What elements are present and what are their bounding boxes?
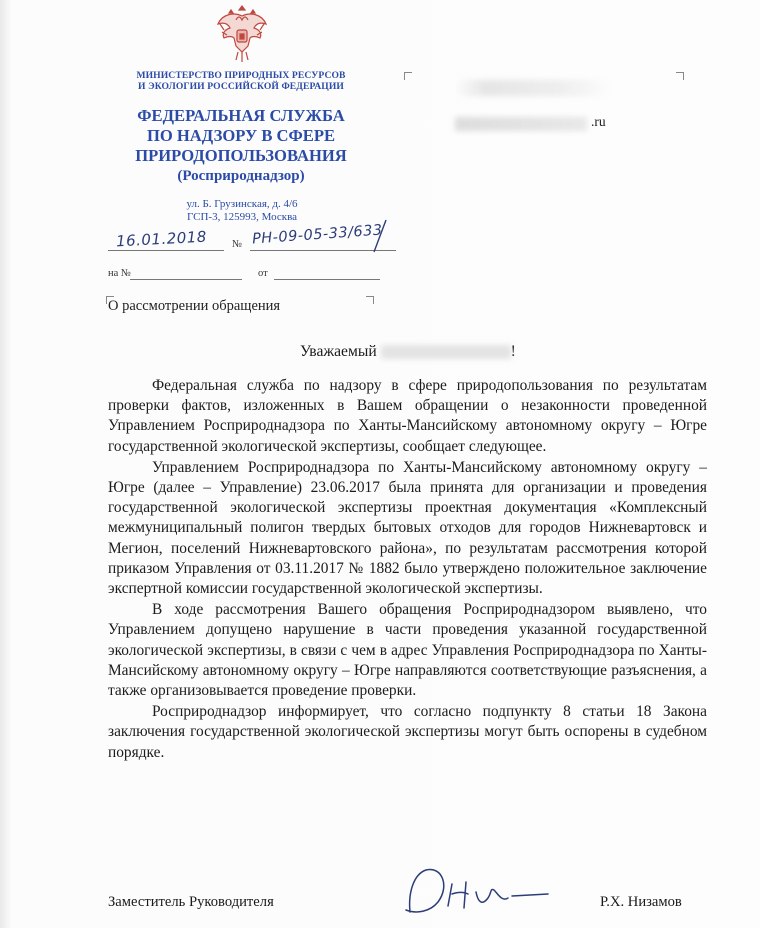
registration-number: РН-09-05-33/633 (251, 222, 384, 248)
recipient-email-suffix: .ru (591, 114, 606, 129)
recipient-email (455, 114, 625, 134)
paragraph-1: Федеральная служба по надзору в сфере природопользования по результатам проверки фактов, изложенных в Вашем обращении о незаконности проведенной Управлением Росприроднадзора по Ханты-Мансийскому автономному округу – Югре государственной экологической экспертизы, сообщает следующее. (108, 377, 707, 455)
greeting (300, 343, 516, 361)
recipient-email-redacted (455, 117, 587, 131)
recipient-name-redacted (455, 80, 610, 96)
service-line-3: ПРИРОДОПОЛЬЗОВАНИЯ (135, 146, 347, 165)
handwritten-signature-icon (398, 862, 568, 918)
reference-date-label: от (258, 268, 268, 279)
greeting-prefix: Уважаемый (300, 343, 377, 360)
reference-number-underline (130, 279, 242, 280)
service-short-name: (Росприроднадзор) (177, 168, 305, 184)
address-line-2: ГСП-3, 125993, Москва (186, 211, 298, 223)
greeting-suffix: ! (510, 343, 516, 360)
service-line-2: ПО НАДЗОРУ В СФЕРЕ (146, 126, 336, 145)
signer-title: Заместитель Руководителя (108, 894, 274, 910)
registration-date: 16.01.2018 (115, 227, 208, 251)
ministry-name (112, 70, 370, 92)
subject-corner-right (366, 296, 374, 304)
service-name (100, 106, 382, 186)
registration-line (108, 222, 398, 252)
paragraph-2: Управлением Росприроднадзора по Ханты-Мансийскому автономному округу – Югре (далее – Управление) 23.06.2017 была принята для организации и проведения государственной экологической экспертизы проектная документация «Комплексный межмуниципальный полигон твердых бытовых отходов для городов Нижневартовск и Мегион, поселений Нижневартовского района», по результатам рассмотрения которой приказом Управления от 03.11.2017 № 1882 было утверждено положительное заключение экспертной комиссии государственной экологической экспертизы. (108, 458, 707, 598)
greeting-name-redacted (381, 345, 511, 359)
slash-stroke-icon (370, 218, 390, 254)
reference-number-label: на № (108, 268, 131, 279)
recipient-corner-left (404, 72, 412, 80)
registration-number-label: № (232, 239, 243, 250)
service-line-1: ФЕДЕРАЛЬНАЯ СЛУЖБА (137, 106, 345, 125)
ministry-line-2: И ЭКОЛОГИИ РОССИЙСКОЙ ФЕДЕРАЦИИ (138, 81, 344, 92)
ministry-line-1: МИНИСТЕРСТВО ПРИРОДНЫХ РЕСУРСОВ (136, 70, 346, 81)
letter-body (108, 376, 707, 764)
service-address (140, 198, 344, 224)
reference-date-underline (274, 279, 380, 280)
reference-line (108, 266, 380, 282)
subject-line: О рассмотрении обращения (108, 298, 281, 314)
address-line-1: ул. Б. Грузинская, д. 4/6 (186, 198, 298, 210)
date-underline (108, 250, 224, 251)
coat-of-arms-icon (214, 2, 270, 64)
paragraph-4: Росприроднадзор информирует, что согласно подпункту 8 статьи 18 Закона заключения государственной экологической экспертизы могут быть оспорены в судебном порядке. (108, 703, 707, 761)
paragraph-3: В ходе рассмотрения Вашего обращения Росприроднадзором выявлено, что Управлением допущено нарушение в части проведения указанной государственной экологической экспертизы, в связи с чем в адрес Управления Росприроднадзора по Ханты-Мансийскому автономному округу – Югре направляются соответствующие разъяснения, а также организовывается проведение проверки. (108, 601, 707, 700)
recipient-corner-right (676, 72, 684, 80)
signer-name: Р.Х. Низамов (600, 894, 682, 910)
